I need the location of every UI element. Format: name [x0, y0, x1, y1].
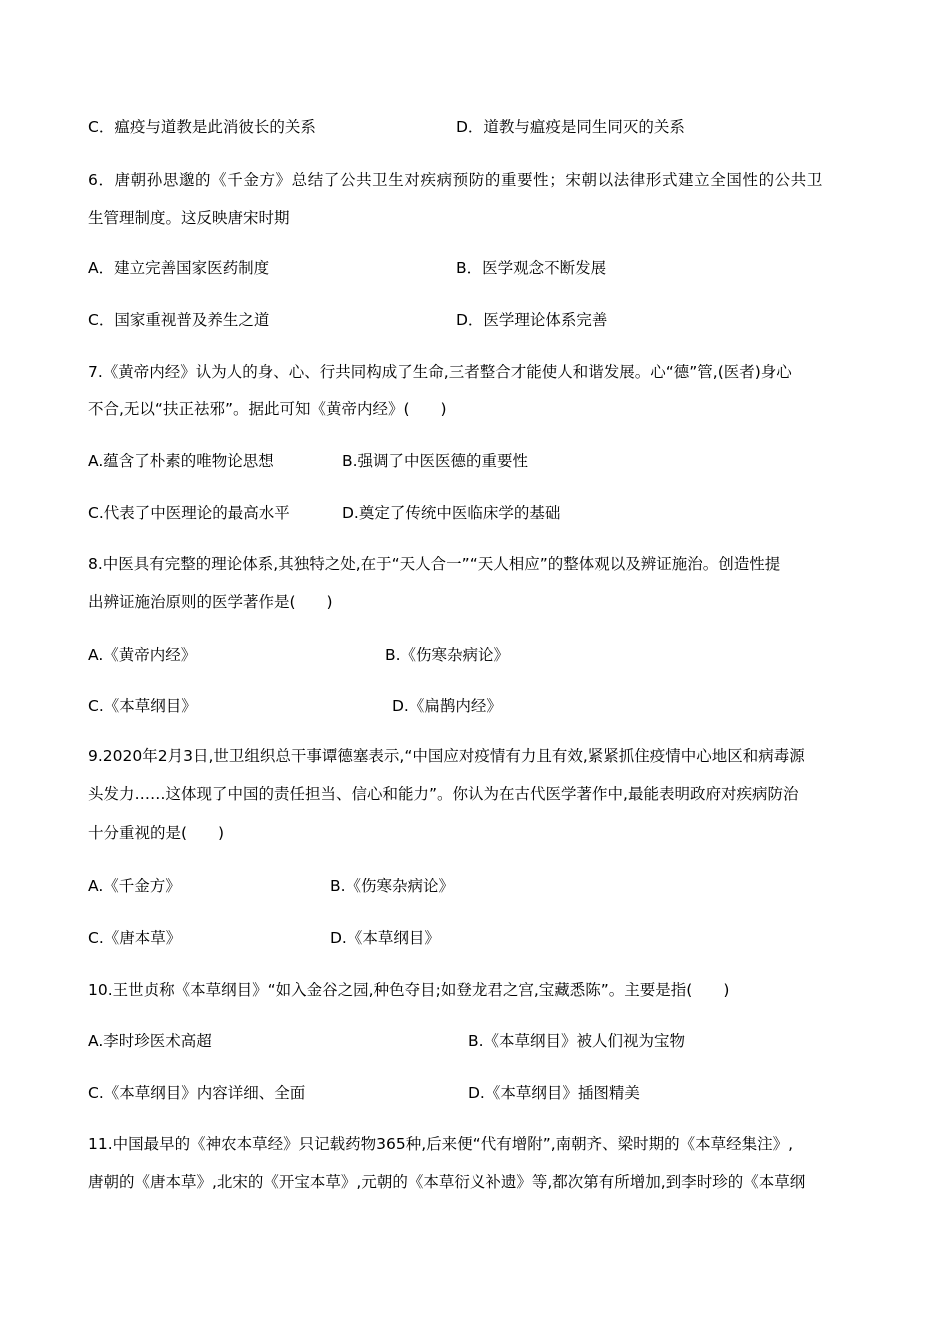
q10-stem-line-1: 10.王世贞称《本草纲目》“如入金谷之园,种色夺目;如登龙君之宫,宝藏悉陈”。主要是指( ): [88, 981, 730, 999]
q8-option-a: A.《黄帝内经》: [88, 646, 197, 664]
q6-option-d: D．医学理论体系完善: [456, 311, 608, 329]
q7-option-d: D.奠定了传统中医临床学的基础: [342, 504, 561, 522]
q5-option-d: D．道教与瘟疫是同生同灭的关系: [456, 118, 685, 136]
q6-option-c: C．国家重视普及养生之道: [88, 311, 270, 329]
q9-option-b: B.《伤寒杂病论》: [330, 877, 455, 895]
q6-option-a: A．建立完善国家医药制度: [88, 259, 270, 277]
q9-stem-line-2: 头发力……这体现了中国的责任担当、信心和能力”。你认为在古代医学著作中,最能表明政府对疾病防治: [88, 785, 799, 803]
q10-option-c: C.《本草纲目》内容详细、全面: [88, 1084, 306, 1102]
q7-option-c: C.代表了中医理论的最高水平: [88, 504, 290, 522]
q7-stem-line-2: 不合,无以“扶正祛邪”。据此可知《黄帝内经》( ): [88, 400, 447, 418]
q6-option-b: B．医学观念不断发展: [456, 259, 607, 277]
q9-option-d: D.《本草纲目》: [330, 929, 440, 947]
q5-option-c: C．瘟疫与道教是此消彼长的关系: [88, 118, 316, 136]
q9-stem-line-1: 9.2020年2月3日,世卫组织总干事谭德塞表示,“中国应对疫情有力且有效,紧紧抓住疫情中心地区和病毒源: [88, 747, 805, 765]
q10-option-a: A.李时珍医术高超: [88, 1032, 212, 1050]
q9-stem-line-3: 十分重视的是( ): [88, 824, 225, 842]
q8-option-b: B.《伤寒杂病论》: [385, 646, 510, 664]
q9-option-c: C.《唐本草》: [88, 929, 182, 947]
q6-stem-line-2: 生管理制度。这反映唐宋时期: [88, 209, 290, 227]
q8-option-c: C.《本草纲目》: [88, 697, 197, 715]
q7-stem-line-1: 7.《黄帝内经》认为人的身、心、行共同构成了生命,三者整合才能使人和谐发展。心“德”管,(医者)身心: [88, 363, 792, 381]
q8-option-d: D.《扁鹊内经》: [392, 697, 502, 715]
q9-option-a: A.《千金方》: [88, 877, 181, 895]
q6-stem-line-1: 6．唐朝孙思邈的《千金方》总结了公共卫生对疾病预防的重要性；宋朝以法律形式建立全国性的公共卫: [88, 171, 823, 189]
q11-stem-line-1: 11.中国最早的《神农本草经》只记载药物365种,后来便“代有增附”,南朝齐、梁时期的《本草经集注》,: [88, 1135, 794, 1153]
q7-option-b: B.强调了中医医德的重要性: [342, 452, 529, 470]
q8-stem-line-1: 8.中医具有完整的理论体系,其独特之处,在于“天人合一”“天人相应”的整体观以及辨证施治。创造性提: [88, 555, 781, 573]
q7-option-a: A.蕴含了朴素的唯物论思想: [88, 452, 274, 470]
q8-stem-line-2: 出辨证施治原则的医学著作是( ): [88, 593, 333, 611]
q10-option-d: D.《本草纲目》插图精美: [468, 1084, 640, 1102]
q11-stem-line-2: 唐朝的《唐本草》,北宋的《开宝本草》,元朝的《本草衍义补遗》等,都次第有所增加,到李时珍的《本草纲: [88, 1173, 806, 1191]
q10-option-b: B.《本草纲目》被人们视为宝物: [468, 1032, 686, 1050]
